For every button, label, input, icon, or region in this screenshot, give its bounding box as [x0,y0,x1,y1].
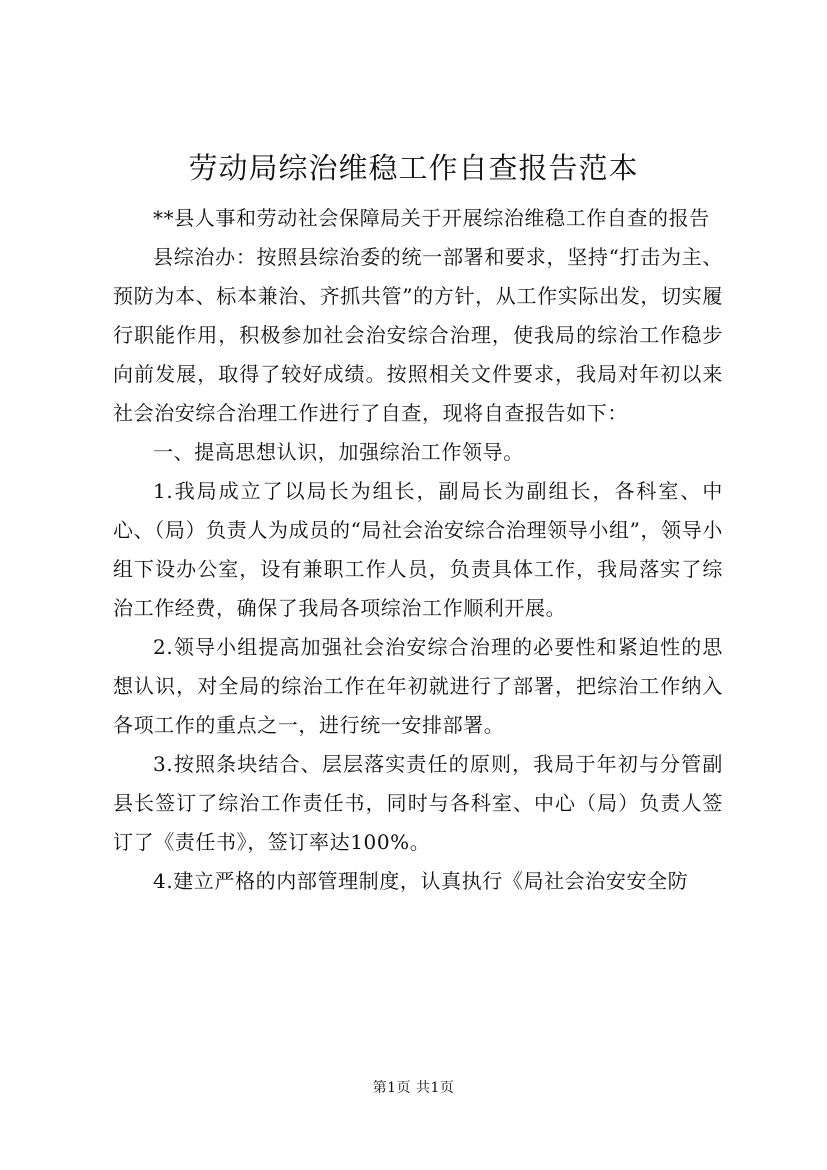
list-item-2: 2.领导小组提高加强社会治安综合治理的必要性和紧迫性的思想认识，对全局的综治工作在年初就进行了部署，把综治工作纳入各项工作的重点之一，进行统一安排部署。 [113,635,723,737]
list-item-1: 1.我局成立了以局长为组长，副局长为副组长，各科室、中心、（局）负责人为成员的“局社会治安综合治理领导小组”，领导小组下设办公室，设有兼职工作人员，负责具体工作，我局落实了综治工作经费，确保了我局各项综治工作顺利开展。 [113,479,723,620]
list-item-3: 3.按照条块结合、层层落实责任的原则，我局于年初与分管副县长签订了综治工作责任书，同时与各科室、中心（局）负责人签订了《责任书》，签订率达100%。 [113,752,723,854]
list-item-4: 4.建立严格的内部管理制度，认真执行《局社会治安安全防 [153,869,689,893]
intro-paragraph: 县综治办：按照县综治委的统一部署和要求，坚持“打击为主、预防为本、标本兼治、齐抓共管”的方针，从工作实际出发，切实履行职能作用，积极参加社会治安综合治理，使我局的综治工作稳步向前发展，取得了较好成绩。按照相关文件要求，我局对年初以来社会治安综合治理工作进行了自查，现将自查报告如下： [113,245,723,425]
document-title: 劳动局综治维稳工作自查报告范本 [188,151,639,185]
subtitle-paragraph: **县人事和劳动社会保障局关于开展综治维稳工作自查的报告 [153,206,710,230]
page-footer: 第1页 共1页 [372,1080,455,1096]
section-heading: 一、提高思想认识，加强综治工作领导。 [153,440,524,464]
document-body [113,199,723,901]
